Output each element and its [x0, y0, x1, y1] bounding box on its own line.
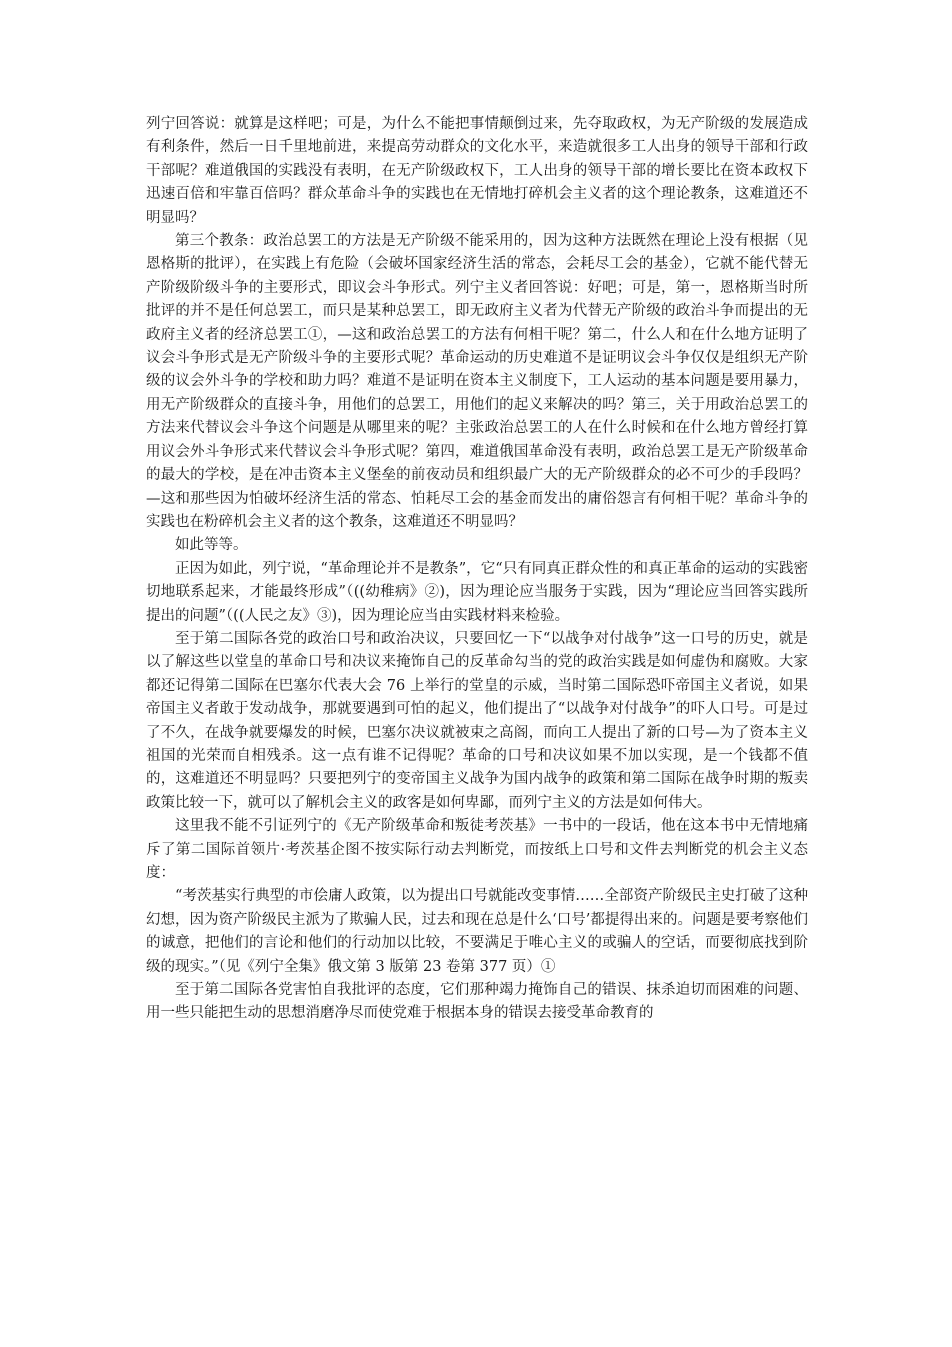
quotation-paragraph: “考茨基实行典型的市侩庸人政策，以为提出口号就能改变事情……全部资产阶级民主史打破了这种幻想，因为资产阶级民主派为了欺骗人民，过去和现在总是什么‘口号’都提得出来的。问题是要考察他们的诚意，把他们的言论和他们的行动加以比较，不要满足于唯心主义的或骗人的空话，而要彻底找到阶级的现实。”（见《列宁全集》俄文第 3 版第 23 卷第 377 页）①: [146, 888, 808, 975]
paragraph-8: 至于第二国际各党害怕自我批评的态度，它们那种竭力掩饰自己的错误、抹杀迫切而困难的问题、用一些只能把生动的思想消磨净尽而使党难于根据本身的错误去接受革命教育的: [146, 982, 808, 1022]
paragraph-1: 列宁回答说：就算是这样吧；可是，为什么不能把事情颠倒过来，先夺取政权，为无产阶级的发展造成有利条件，然后一日千里地前进，来提高劳动群众的文化水平，来造就很多工人出身的领导干部和行政干部呢？难道俄国的实践没有表明，在无产阶级政权下，工人出身的领导干部的增长要比在资本政权下迅速百倍和牢靠百倍吗？群众革命斗争的实践也在无情地打碎机会主义者的这个理论教条，这难道还不明显吗？: [146, 116, 808, 226]
body-text: [146, 113, 808, 1026]
paragraph-6: 这里我不能不引证列宁的《无产阶级革命和叛徒考茨基》一书中的一段话，他在这本书中无情地痛斥了第二国际首领片·考茨基企图不按实际行动去判断党，而按纸上口号和文件去判断党的机会主义态度：: [146, 818, 808, 881]
paragraph-5: 至于第二国际各党的政治口号和政治决议，只要回忆一下“以战争对付战争”这一口号的历史，就是以了解这些以堂皇的革命口号和决议来掩饰自己的反革命勾当的党的政治实践是如何虚伪和腐败。大家都还记得第二国际在巴塞尔代表大会 76 上举行的堂皇的示威，当时第二国际恐吓帝国主义者说，如果帝国主义者敢于发动战争，那就要遇到可怕的起义，他们提出了“以战争对付战争”的吓人口号。可是过了不久，在战争就要爆发的时候，巴塞尔决议就被束之高阁，而向工人提出了新的口号—为了资本主义祖国的光荣而自相残杀。这一点有谁不记得呢？革命的口号和决议如果不加以实现，是一个钱都不值的，这难道还不明显吗？只要把列宁的变帝国主义战争为国内战争的政策和第二国际在战争时期的叛卖政策比较一下，就可以了解机会主义的政客是如何卑鄙，而列宁主义的方法是如何伟大。: [146, 630, 808, 811]
paragraph-3: 如此等等。: [175, 537, 248, 554]
paragraph-2: 第三个教条：政治总罢工的方法是无产阶级不能采用的，因为这种方法既然在理论上没有根据（见恩格斯的批评），在实践上有危险（会破坏国家经济生活的常态，会耗尽工会的基金），它就不能代替无产阶级阶级斗争的主要形式，即议会斗争形式。列宁主义者回答说：好吧；可是，第一，恩格斯当时所批评的并不是任何总罢工，而只是某种总罢工，即无政府主义者为代替无产阶级的政治斗争而提出的无政府主义者的经济总罢工①，—这和政治总罢工的方法有何相干呢？第二，什么人和在什么地方证明了议会斗争形式是无产阶级斗争的主要形式呢？革命运动的历史难道不是证明议会斗争仅仅是组织无产阶级的议会外斗争的学校和助力吗？难道不是证明在资本主义制度下，工人运动的基本问题是要用暴力，用无产阶级群众的直接斗争，用他们的总罢工，用他们的起义来解决的吗？第三，关于用政治总罢工的方法来代替议会斗争这个问题是从哪里来的呢？主张政治总罢工的人在什么时候和在什么地方曾经打算用议会外斗争形式来代替议会斗争形式呢？第四，难道俄国革命没有表明，政治总罢工是无产阶级革命的最大的学校，是在冲击资本主义堡垒的前夜动员和组织最广大的无产阶级群众的必不可少的手段吗？—这和那些因为怕破坏经济生活的常态、怕耗尽工会的基金而发出的庸俗怨言有何相干呢？革命斗争的实践也在粉碎机会主义者的这个教条，这难道还不明显吗？: [146, 233, 808, 530]
paragraph-4: 正因为如此，列宁说，“革命理论并不是教条”，它“只有同真正群众性的和真正革命的运动的实践密切地联系起来，才能最终形成”（((幼稚病》②)，因为理论应当服务于实践，因为“理论应当回答实践所提出的问题”（((人民之友》③)，因为理论应当由实践材料来检验。: [146, 560, 808, 624]
